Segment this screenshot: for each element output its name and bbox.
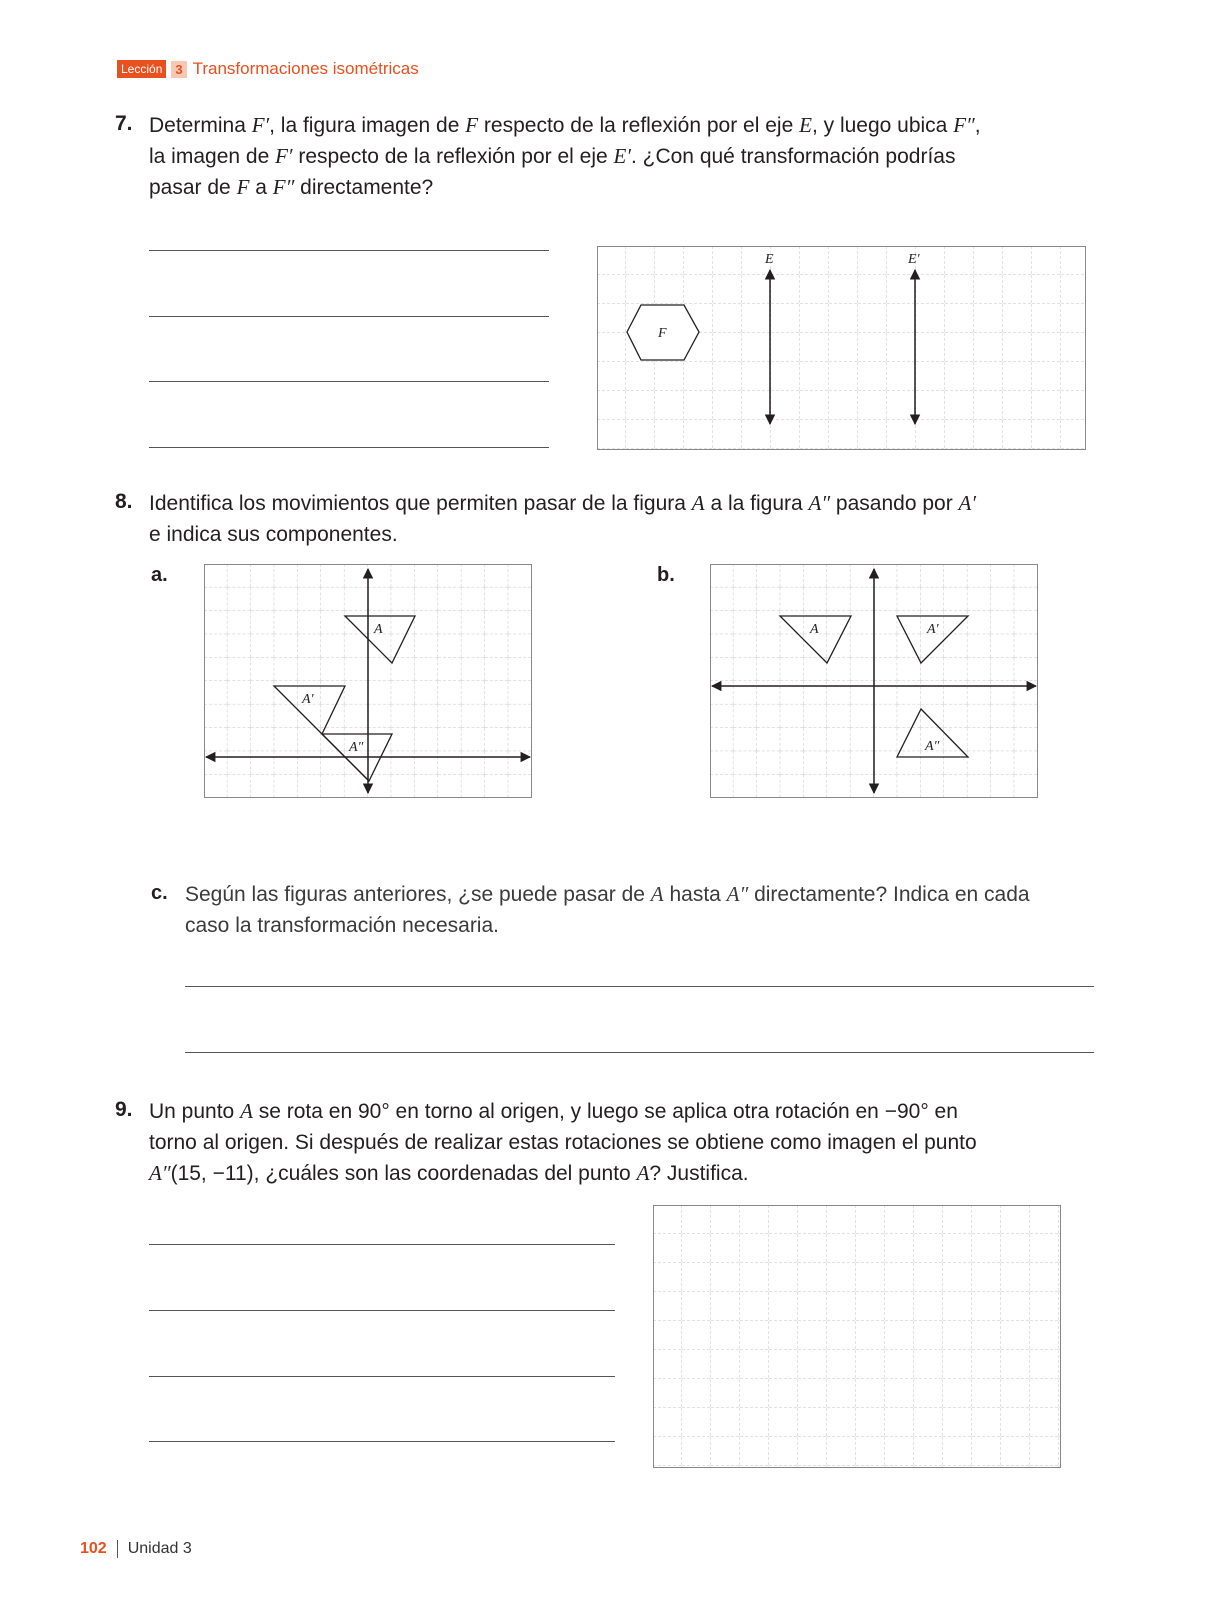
question-9-number: 9. (115, 1098, 133, 1121)
lesson-title: Transformaciones isométricas (192, 59, 419, 78)
grid-q9[interactable] (654, 1206, 1061, 1468)
label-A-a: A (374, 622, 383, 637)
lesson-badge: Lección (117, 60, 166, 78)
question-8-line-2: e indica sus componentes. (149, 523, 398, 546)
subquestion-b-label: b. (657, 564, 675, 586)
subquestion-c-text (185, 879, 1075, 941)
answer-line-9-1[interactable] (149, 1244, 615, 1245)
answer-line-9-4[interactable] (149, 1441, 615, 1442)
question-7-line-3: pasar de F a F″ directamente? (149, 175, 434, 199)
answer-line-7-4[interactable] (149, 447, 549, 448)
question-7-text (149, 110, 1069, 203)
answer-line-9-3[interactable] (149, 1376, 615, 1377)
lesson-header (117, 59, 419, 79)
question-7-line-2: la imagen de F′ respecto de la reflexión por el eje E′. ¿Con qué transformación podrías (149, 144, 956, 168)
workspace-grid-q9[interactable] (653, 1205, 1061, 1468)
question-7-line-1: Determina F′, la figura imagen de F respecto de la reflexión por el eje E, y luego ubica F″, (149, 113, 981, 137)
answer-line-8c-2[interactable] (185, 1052, 1094, 1053)
lesson-number: 3 (171, 61, 186, 78)
label-A-double-prime-a: A″ (349, 740, 364, 755)
page-footer (80, 1540, 192, 1558)
page-number: 102 (80, 1540, 107, 1557)
subquestion-a-label: a. (151, 564, 168, 586)
answer-line-8c-1[interactable] (185, 986, 1094, 987)
question-9-line-2: torno al origen. Si después de realizar estas rotaciones se obtiene como imagen el punto (149, 1131, 977, 1154)
question-9-line-3: A″(15, −11), ¿cuáles son las coordenadas del punto A? Justifica. (149, 1161, 749, 1185)
figure-q8a (204, 564, 532, 798)
question-8-text (149, 488, 1069, 550)
label-A-prime-b: A′ (927, 622, 939, 637)
figure-q7 (597, 246, 1086, 450)
answer-line-7-3[interactable] (149, 381, 549, 382)
label-A-prime-a: A′ (302, 692, 314, 707)
footer-unit: Unidad 3 (127, 1540, 192, 1557)
label-E-prime: E′ (908, 252, 920, 267)
answer-line-7-2[interactable] (149, 316, 549, 317)
figure-q8b (710, 564, 1038, 798)
subquestion-c-line-1: Según las figuras anteriores, ¿se puede pasar de A hasta A″ directamente? Indica en cada (185, 882, 1030, 906)
label-F: F (658, 326, 667, 341)
label-E: E (765, 252, 774, 267)
label-A-b: A (810, 622, 819, 637)
question-9-line-1: Un punto A se rota en 90° en torno al origen, y luego se aplica otra rotación en −90° en (149, 1099, 958, 1123)
answer-line-7-1[interactable] (149, 250, 549, 251)
question-8-number: 8. (115, 490, 133, 513)
label-A-double-prime-b: A″ (925, 739, 940, 754)
footer-separator (117, 1540, 118, 1558)
subquestion-c-label: c. (151, 882, 168, 904)
subquestion-c-line-2: caso la transformación necesaria. (185, 914, 499, 937)
question-8-line-1: Identifica los movimientos que permiten pasar de la figura A a la figura A″ pasando por A′ (149, 491, 976, 515)
answer-line-9-2[interactable] (149, 1310, 615, 1311)
question-9-text (149, 1096, 1089, 1189)
question-7-number: 7. (115, 112, 133, 135)
